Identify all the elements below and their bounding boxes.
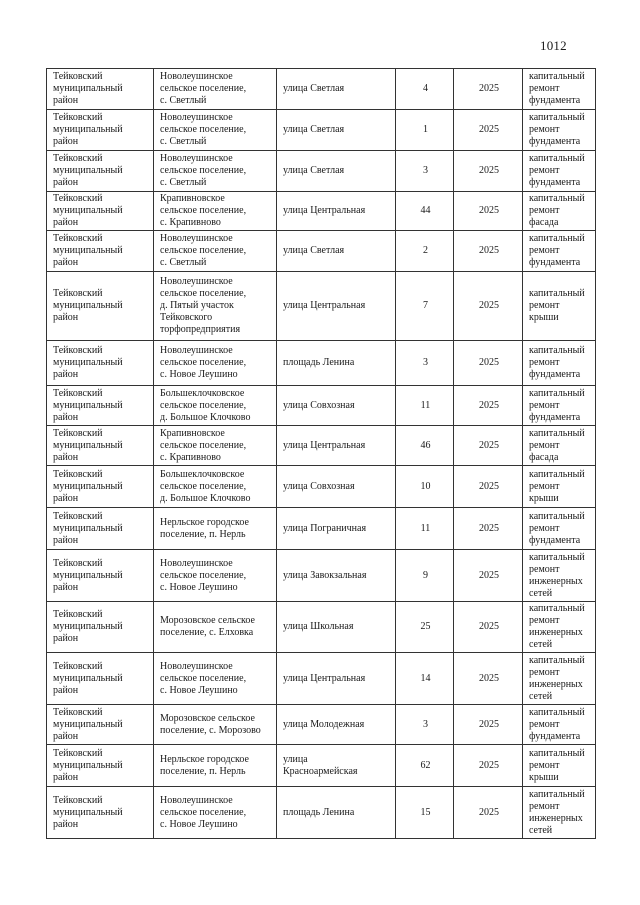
house-number-cell <box>396 151 454 192</box>
settlement-cell <box>154 602 277 653</box>
table-row <box>47 341 596 386</box>
street-cell-text: улица Красноармейская <box>283 753 358 777</box>
year-cell <box>454 110 523 151</box>
settlement-cell <box>154 110 277 151</box>
street-cell-text: улица Завокзальная <box>283 569 367 581</box>
street-cell-text: улица Светлая <box>283 165 345 176</box>
house-number-cell <box>396 69 454 110</box>
street-cell <box>277 653 396 705</box>
district-cell-text: Тейковский муниципальный район <box>53 153 123 188</box>
street-cell-text: улица Центральная <box>283 300 366 311</box>
district-cell <box>47 653 154 705</box>
street-cell <box>277 272 396 341</box>
settlement-cell-text: Новолеушинское сельское поселение, с. Новое Леушино <box>160 557 247 593</box>
district-cell-text: Тейковский муниципальный район <box>53 747 123 783</box>
year-cell <box>454 466 523 508</box>
street-cell <box>277 745 396 787</box>
street-cell-text: улица Центральная <box>283 205 366 216</box>
work-type-cell <box>523 550 596 602</box>
year-cell-text: 2025 <box>479 205 499 216</box>
table-row <box>47 231 596 272</box>
district-cell-text: Тейковский муниципальный район <box>53 193 123 228</box>
street-cell <box>277 705 396 745</box>
settlement-cell-text: Морозовское сельское поселение, с. Елховка <box>160 615 255 638</box>
house-number-cell-text: 1 <box>423 124 428 135</box>
street-cell <box>277 426 396 466</box>
house-number-cell-text: 3 <box>423 357 428 368</box>
year-cell <box>454 231 523 272</box>
year-cell-text: 2025 <box>479 718 499 730</box>
work-type-cell-text: капитальный ремонт крыши <box>529 288 585 323</box>
house-number-cell <box>396 602 454 653</box>
work-type-cell <box>523 426 596 466</box>
table-row <box>47 705 596 745</box>
year-cell <box>454 705 523 745</box>
district-cell <box>47 110 154 151</box>
work-type-cell-text: капитальный ремонт крыши <box>529 747 585 783</box>
district-cell-text: Тейковский муниципальный район <box>53 794 123 830</box>
settlement-cell-text: Новолеушинское сельское поселение, с. Новое Леушино <box>160 345 247 380</box>
year-cell <box>454 602 523 653</box>
house-number-cell <box>396 386 454 426</box>
year-cell-text: 2025 <box>479 439 499 451</box>
year-cell-text: 2025 <box>479 300 499 311</box>
year-cell-text: 2025 <box>479 569 499 581</box>
work-type-cell-text: капитальный ремонт фундамента <box>529 387 585 423</box>
district-cell-text: Тейковский муниципальный район <box>53 288 123 323</box>
year-cell-text: 2025 <box>479 245 499 256</box>
district-cell <box>47 386 154 426</box>
work-type-cell-text: капитальный ремонт фундамента <box>529 153 585 188</box>
work-type-cell-text: капитальный ремонт фундамента <box>529 233 585 268</box>
settlement-cell-text: Нерльское городское поселение, п. Нерль <box>160 516 249 540</box>
year-cell-text: 2025 <box>479 357 499 368</box>
street-cell-text: площадь Ленина <box>283 357 355 368</box>
district-cell <box>47 508 154 550</box>
district-cell <box>47 341 154 386</box>
house-number-cell <box>396 110 454 151</box>
year-cell-text: 2025 <box>479 621 499 632</box>
settlement-cell <box>154 386 277 426</box>
year-cell <box>454 745 523 787</box>
repair-schedule-table <box>46 68 596 839</box>
house-number-cell <box>396 550 454 602</box>
house-number-cell-text: 25 <box>420 621 431 632</box>
table-row <box>47 787 596 839</box>
work-type-cell <box>523 508 596 550</box>
settlement-cell-text: Крапивновское сельское поселение, с. Крапивново <box>160 427 247 463</box>
house-number-cell-text: 11 <box>420 522 431 534</box>
district-cell <box>47 69 154 110</box>
table-row <box>47 151 596 192</box>
table-row <box>47 602 596 653</box>
work-type-cell <box>523 653 596 705</box>
district-cell <box>47 231 154 272</box>
street-cell-text: улица Пограничная <box>283 522 367 534</box>
settlement-cell-text: Новолеушинское сельское поселение, с. Светлый <box>160 233 247 268</box>
house-number-cell-text: 10 <box>420 480 431 492</box>
settlement-cell-text: Большеклочковское сельское поселение, д. Большое Клочково <box>160 387 251 423</box>
street-cell <box>277 787 396 839</box>
year-cell <box>454 386 523 426</box>
street-cell <box>277 386 396 426</box>
work-type-cell <box>523 745 596 787</box>
work-type-cell-text: капитальный ремонт фасада <box>529 427 585 463</box>
district-cell <box>47 602 154 653</box>
house-number-cell-text: 14 <box>420 672 431 684</box>
year-cell <box>454 151 523 192</box>
settlement-cell <box>154 272 277 341</box>
house-number-cell-text: 3 <box>423 718 428 730</box>
table-row <box>47 653 596 705</box>
house-number-cell <box>396 787 454 839</box>
year-cell-text: 2025 <box>479 124 499 135</box>
settlement-cell <box>154 550 277 602</box>
district-cell-text: Тейковский муниципальный район <box>53 345 123 380</box>
settlement-cell-text: Новолеушинское сельское поселение, с. Светлый <box>160 153 247 188</box>
work-type-cell <box>523 110 596 151</box>
house-number-cell-text: 62 <box>420 759 431 771</box>
district-cell <box>47 745 154 787</box>
house-number-cell <box>396 745 454 787</box>
year-cell-text: 2025 <box>479 399 499 411</box>
district-cell <box>47 192 154 231</box>
settlement-cell-text: Морозовское сельское поселение, с. Морозово <box>160 712 261 736</box>
work-type-cell <box>523 151 596 192</box>
district-cell-text: Тейковский муниципальный район <box>53 557 123 593</box>
year-cell <box>454 272 523 341</box>
house-number-cell-text: 46 <box>420 439 431 451</box>
table-row <box>47 192 596 231</box>
table-body <box>47 69 596 839</box>
year-cell-text: 2025 <box>479 672 499 684</box>
house-number-cell-text: 7 <box>423 300 428 311</box>
street-cell <box>277 602 396 653</box>
settlement-cell-text: Новолеушинское сельское поселение, с. Новое Леушино <box>160 794 247 830</box>
year-cell-text: 2025 <box>479 83 499 94</box>
district-cell <box>47 550 154 602</box>
work-type-cell <box>523 341 596 386</box>
street-cell-text: улица Совхозная <box>283 480 355 492</box>
settlement-cell <box>154 231 277 272</box>
district-cell <box>47 426 154 466</box>
settlement-cell <box>154 192 277 231</box>
table-row <box>47 550 596 602</box>
district-cell-text: Тейковский муниципальный район <box>53 706 123 742</box>
table-row <box>47 426 596 466</box>
work-type-cell-text: капитальный ремонт фундамента <box>529 510 585 546</box>
year-cell-text: 2025 <box>479 522 499 534</box>
district-cell <box>47 272 154 341</box>
street-cell-text: улица Школьная <box>283 621 354 632</box>
work-type-cell <box>523 272 596 341</box>
work-type-cell <box>523 466 596 508</box>
year-cell <box>454 787 523 839</box>
district-cell <box>47 151 154 192</box>
district-cell-text: Тейковский муниципальный район <box>53 71 123 106</box>
work-type-cell-text: капитальный ремонт инженерных сетей <box>529 654 585 702</box>
table-row <box>47 386 596 426</box>
street-cell-text: улица Молодежная <box>283 718 365 730</box>
work-type-cell-text: капитальный ремонт фундамента <box>529 345 585 380</box>
district-cell-text: Тейковский муниципальный район <box>53 427 123 463</box>
year-cell <box>454 550 523 602</box>
work-type-cell <box>523 602 596 653</box>
district-cell-text: Тейковский муниципальный район <box>53 468 123 504</box>
district-cell-text: Тейковский муниципальный район <box>53 660 123 696</box>
street-cell-text: улица Светлая <box>283 124 345 135</box>
work-type-cell-text: капитальный ремонт фундамента <box>529 112 585 147</box>
work-type-cell-text: капитальный ремонт фундамента <box>529 706 585 742</box>
street-cell <box>277 69 396 110</box>
work-type-cell <box>523 69 596 110</box>
work-type-cell <box>523 705 596 745</box>
street-cell <box>277 231 396 272</box>
work-type-cell-text: капитальный ремонт инженерных сетей <box>529 603 585 650</box>
year-cell <box>454 341 523 386</box>
street-cell-text: улица Центральная <box>283 672 366 684</box>
work-type-cell-text: капитальный ремонт крыши <box>529 468 585 504</box>
district-cell-text: Тейковский муниципальный район <box>53 233 123 268</box>
settlement-cell <box>154 151 277 192</box>
settlement-cell <box>154 745 277 787</box>
work-type-cell <box>523 787 596 839</box>
year-cell <box>454 192 523 231</box>
year-cell <box>454 653 523 705</box>
house-number-cell-text: 44 <box>420 205 431 216</box>
street-cell <box>277 341 396 386</box>
year-cell-text: 2025 <box>479 165 499 176</box>
settlement-cell-text: Нерльское городское поселение, п. Нерль <box>160 753 249 777</box>
settlement-cell <box>154 508 277 550</box>
table-row <box>47 110 596 151</box>
page-number: 1012 <box>540 38 567 53</box>
settlement-cell-text: Новолеушинское сельское поселение, с. Светлый <box>160 112 247 147</box>
house-number-cell-text: 9 <box>423 569 428 581</box>
settlement-cell <box>154 426 277 466</box>
street-cell <box>277 192 396 231</box>
house-number-cell-text: 15 <box>420 806 431 818</box>
settlement-cell <box>154 466 277 508</box>
year-cell <box>454 69 523 110</box>
house-number-cell <box>396 272 454 341</box>
work-type-cell <box>523 192 596 231</box>
street-cell <box>277 508 396 550</box>
district-cell-text: Тейковский муниципальный район <box>53 510 123 546</box>
house-number-cell-text: 2 <box>423 245 428 256</box>
house-number-cell <box>396 508 454 550</box>
work-type-cell <box>523 231 596 272</box>
street-cell <box>277 466 396 508</box>
work-type-cell-text: капитальный ремонт инженерных сетей <box>529 551 585 599</box>
settlement-cell <box>154 341 277 386</box>
house-number-cell <box>396 466 454 508</box>
settlement-cell-text: Крапивновское сельское поселение, с. Крапивново <box>160 193 247 228</box>
house-number-cell <box>396 426 454 466</box>
house-number-cell <box>396 653 454 705</box>
district-cell-text: Тейковский муниципальный район <box>53 112 123 147</box>
settlement-cell <box>154 705 277 745</box>
district-cell <box>47 466 154 508</box>
house-number-cell <box>396 192 454 231</box>
street-cell-text: улица Совхозная <box>283 399 355 411</box>
settlement-cell-text: Новолеушинское сельское поселение, с. Новое Леушино <box>160 660 247 696</box>
house-number-cell-text: 4 <box>423 83 428 94</box>
settlement-cell <box>154 787 277 839</box>
settlement-cell <box>154 69 277 110</box>
year-cell-text: 2025 <box>479 759 499 771</box>
table-row <box>47 69 596 110</box>
settlement-cell-text: Большеклочковское сельское поселение, д. Большое Клочково <box>160 468 251 504</box>
table-row <box>47 272 596 341</box>
settlement-cell-text: Новолеушинское сельское поселение, с. Светлый <box>160 71 247 106</box>
street-cell-text: улица Центральная <box>283 439 366 451</box>
street-cell <box>277 110 396 151</box>
year-cell-text: 2025 <box>479 480 499 492</box>
work-type-cell <box>523 386 596 426</box>
work-type-cell-text: капитальный ремонт инженерных сетей <box>529 788 585 836</box>
settlement-cell <box>154 653 277 705</box>
year-cell <box>454 508 523 550</box>
street-cell <box>277 550 396 602</box>
table-row <box>47 508 596 550</box>
street-cell <box>277 151 396 192</box>
district-cell-text: Тейковский муниципальный район <box>53 387 123 423</box>
district-cell <box>47 705 154 745</box>
table-row <box>47 466 596 508</box>
house-number-cell <box>396 231 454 272</box>
table-row <box>47 745 596 787</box>
street-cell-text: площадь Ленина <box>283 806 355 818</box>
house-number-cell <box>396 341 454 386</box>
year-cell-text: 2025 <box>479 806 499 818</box>
house-number-cell-text: 3 <box>423 165 428 176</box>
year-cell <box>454 426 523 466</box>
street-cell-text: улица Светлая <box>283 245 345 256</box>
district-cell-text: Тейковский муниципальный район <box>53 609 123 644</box>
house-number-cell-text: 11 <box>420 399 431 411</box>
house-number-cell <box>396 705 454 745</box>
settlement-cell-text: Новолеушинское сельское поселение, д. Пятый участок Тейковского торфопредприятия <box>160 276 247 335</box>
work-type-cell-text: капитальный ремонт фасада <box>529 193 585 228</box>
street-cell-text: улица Светлая <box>283 83 345 94</box>
district-cell <box>47 787 154 839</box>
work-type-cell-text: капитальный ремонт фундамента <box>529 71 585 106</box>
